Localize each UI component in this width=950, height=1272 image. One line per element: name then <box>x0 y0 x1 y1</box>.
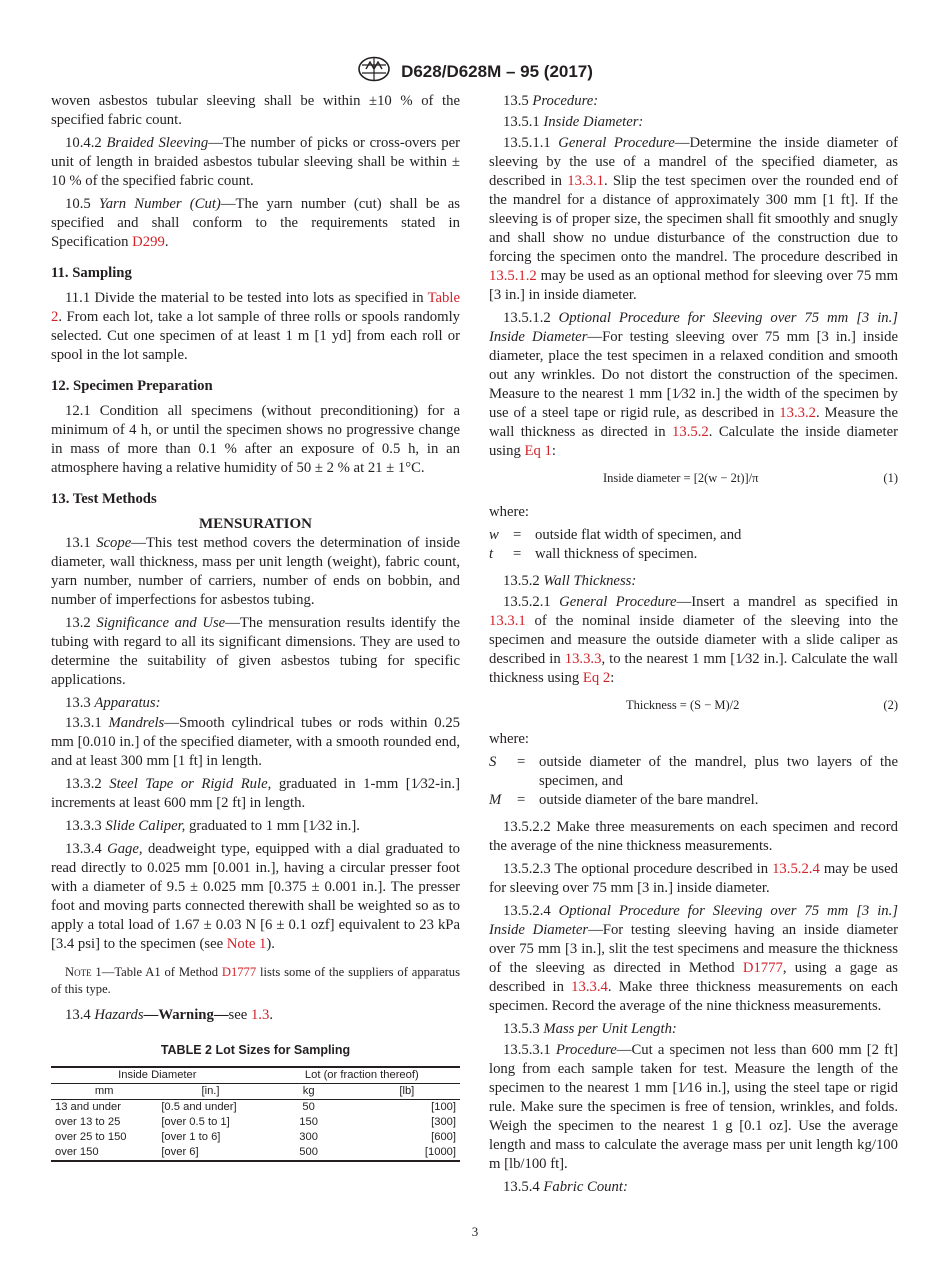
table-cell: 300 <box>299 1131 318 1143</box>
definition-symbol: w <box>489 527 499 543</box>
table-row <box>51 1130 460 1145</box>
where-label: where: <box>489 731 529 747</box>
reference-link[interactable]: Note 1 <box>226 936 267 952</box>
paragraph: 13.2 Significance and Use—The mensuration results identify the tubing with regard to all its significant dimensions. They are used to determine the suitability of given asbestos tubing for specific applications. <box>51 615 460 688</box>
astm-logo-icon <box>357 56 391 87</box>
reference-link[interactable]: Table 2 <box>51 290 460 325</box>
paragraph: 13.3.2 Steel Tape or Rigid Rule, graduated in 1-mm [1⁄32-in.] increments at least 600 mm [2 ft] in length. <box>51 776 461 811</box>
table-cell: [100] <box>431 1101 456 1113</box>
definition-equals: = <box>517 792 526 808</box>
definition-text: outside diameter of the mandrel, plus two layers of the specimen, and <box>539 754 898 789</box>
table-cell: [over 6] <box>157 1145 263 1161</box>
paragraph: 13.5.2.2 Make three measurements on each specimen and record the average of the nine thickness measurements. <box>489 819 898 854</box>
section-heading: 12. Specimen Preparation <box>51 378 213 394</box>
definition-text: wall thickness of specimen. <box>535 546 698 562</box>
equation-expression: Inside diameter = [2(w − 2t)]/π <box>603 471 759 485</box>
paragraph: 12.1 Condition all specimens (without preconditioning) for a minimum of 4 h, or until the specimen shows no progressive change in mass of more than 0.1 % after an exposure of 0.5 h, in an atmosphere having a relative humidity of 50 ± 2 % at 21 ± 1°C. <box>51 403 460 476</box>
paragraph: 10.5 Yarn Number (Cut)—The yarn number (cut) shall be as specified and shall conform to the requirements stated in Specification D299. <box>51 196 460 250</box>
paragraph: 13.4 Hazards—Warning—see 1.3. <box>65 1007 273 1023</box>
paragraph: 13.5.2.3 The optional procedure described in 13.5.2.4 may be used for sleeving over 75 mm [3 in.] inside diameter. <box>489 861 898 896</box>
table-column-header: [lb] <box>354 1084 460 1100</box>
definition-symbol: S <box>489 754 497 770</box>
table-cell: [600] <box>431 1131 456 1143</box>
paragraph: 11.1 Divide the material to be tested into lots as specified in Table 2. From each lot, take a lot sample of three rolls or spools randomly selected. Cut one specimen of at least 1 m [1 yd] from each roll or spool in the lot sample. <box>51 290 460 363</box>
paragraph: 13.5.4 Fabric Count: <box>503 1179 628 1195</box>
definition-equals: = <box>513 546 522 562</box>
paragraph: 13.3.3 Slide Caliper, graduated to 1 mm [1⁄32 in.]. <box>65 818 360 834</box>
definition-text: outside diameter of the bare mandrel. <box>539 792 759 808</box>
equation-number: (1) <box>883 471 898 485</box>
paragraph: 13.5.3.1 Procedure—Cut a specimen not less than 600 mm [2 ft] long from each sample taken for test. Measure the length of the specimen to the nearest 1 mm [1⁄16 in.], using the steel tape or rigid rule. Make sure the specimen is free of tension, wrinkles, and folds. Weigh the specimen to the nearest 1 g [0.1 oz]. Use the average length and mass to calculate the average mass per unit length kg/100 m [lb/100 ft]. <box>489 1042 898 1172</box>
reference-link[interactable]: 13.5.2.4 <box>772 861 820 877</box>
left-column <box>51 92 460 1162</box>
definition-equals: = <box>517 754 526 770</box>
definition-row <box>489 526 898 545</box>
reference-link[interactable]: D1777 <box>221 965 257 979</box>
page-number: 3 <box>471 1224 479 1239</box>
reference-link[interactable]: 13.3.4 <box>571 979 608 995</box>
right-column <box>489 92 898 1201</box>
definition-equals: = <box>513 527 522 543</box>
definition-row <box>489 791 898 810</box>
table-column-header: kg <box>264 1084 354 1100</box>
section-heading: 11. Sampling <box>51 265 132 281</box>
table-cell: over 25 to 150 <box>55 1131 127 1143</box>
reference-link[interactable]: 13.5.2 <box>672 424 709 440</box>
paragraph: 13.5.1.2 Optional Procedure for Sleeving over 75 mm [3 in.] Inside Diameter—For testing sleeving over 75 mm [3 in.] inside diameter, place the test specimen in a relaxed condition and smooth out any wrinkles. Do not distort the construction of the specimen. Measure to the nearest 1 mm [1⁄32 in.] the width of the specimen by use of a steel tape or rigid rule, as described in 13.3.2. Measure the wall thickness as directed in 13.5.2. Calculate the inside diameter using Eq 1: <box>489 310 899 459</box>
paragraph: 13.5 Procedure: <box>503 93 599 109</box>
note: Note 1—Table A1 of Method D1777 lists some of the suppliers of apparatus of this type. <box>51 965 460 996</box>
reference-link[interactable]: 13.5.1.2 <box>489 268 537 284</box>
table-row <box>51 1115 460 1130</box>
section-heading: 13. Test Methods <box>51 491 157 507</box>
table-group-header: Inside Diameter <box>51 1067 264 1084</box>
equation-expression: Thickness = (S − M)/2 <box>626 698 740 712</box>
reference-link[interactable]: D299 <box>132 234 165 250</box>
subsection-heading: MENSURATION <box>198 516 313 532</box>
reference-link[interactable]: 13.3.3 <box>564 651 602 667</box>
table-group-header: Lot (or fraction thereof) <box>264 1067 460 1084</box>
definition-symbol: t <box>489 546 494 562</box>
table-cell: [over 1 to 6] <box>161 1131 221 1143</box>
reference-link[interactable]: 13.3.1 <box>567 173 604 189</box>
paragraph: 13.5.2.1 General Procedure—Insert a mandrel as specified in 13.3.1 of the nominal inside diameter of the sleeving into the specimen and measure the outside diameter with a slide caliper as described in 13.3.3, to the nearest 1 mm [1⁄32 in.]. Calculate the wall thickness using Eq 2: <box>489 594 899 686</box>
table-row <box>51 1145 460 1161</box>
paragraph: 13.1 Scope—This test method covers the determination of inside diameter, wall thickness, mass per unit length (weight), fabric count, yarn number, number of carriers, number of ends on bobbin, and number of imperfections for asbestos tubing. <box>51 535 461 608</box>
paragraph: 13.5.2.4 Optional Procedure for Sleeving over 75 mm [3 in.] Inside Diameter—For testing sleeving having an inside diameter over 75 mm [3 in.], slit the test specimens and measure the thickness of the sleeving as directed in Method D1777, using a gage as described in 13.3.4. Make three thickness measurements on each specimen. Record the average of the nine thickness measurements. <box>489 903 899 1014</box>
definition-text: outside flat width of specimen, and <box>535 527 742 543</box>
table-title: TABLE 2 Lot Sizes for Sampling <box>160 1043 351 1057</box>
equation-number: (2) <box>883 698 898 712</box>
table-cell: [1000] <box>354 1145 460 1161</box>
table-cell: 50 <box>302 1101 315 1113</box>
table-column-header: [in.] <box>157 1084 263 1100</box>
paragraph: 13.5.1 Inside Diameter: <box>503 114 644 130</box>
table-cell: [300] <box>431 1116 456 1128</box>
table-cell: 500 <box>264 1145 354 1161</box>
table-cell: 150 <box>299 1116 318 1128</box>
equation-2 <box>489 694 898 716</box>
table-cell: [0.5 and under] <box>161 1101 237 1113</box>
paragraph: 13.3 Apparatus: <box>65 695 161 711</box>
table-cell: over 150 <box>51 1145 157 1161</box>
paragraph: 13.5.2 Wall Thickness: <box>503 573 637 589</box>
table-cell: over 13 to 25 <box>55 1116 121 1128</box>
table-row <box>51 1100 460 1116</box>
paragraph: 13.5.1.1 General Procedure—Determine the inside diameter of sleeving by the use of a mandrel of the specified diameter, as described in 13.3.1. Slip the test specimen over the rounded end of the mandrel for a distance of approximately 300 mm [1 ft]. If the sleeving is of proper size, the specimen shall fit smoothly and snugly and shall show no undue disturbance of the construction due to forcing the specimen onto the mandrel. The procedure described in 13.5.1.2 may be used as an optional method for sleeving over 75 mm [3 in.] in inside diameter. <box>489 135 899 303</box>
reference-link[interactable]: D1777 <box>742 960 783 976</box>
paragraph: 13.5.3 Mass per Unit Length: <box>503 1021 677 1037</box>
reference-link[interactable]: 1.3 <box>250 1007 270 1023</box>
definition-row <box>489 753 898 791</box>
paragraph: 13.3.1 Mandrels—Smooth cylindrical tubes or rods within 0.25 mm [0.010 in.] of the specified diameter, with a smooth rounded end, and at least 300 mm [1 ft] in length. <box>51 715 461 769</box>
table-column-header: mm <box>51 1084 157 1100</box>
where-label: where: <box>489 504 529 520</box>
definition-symbol: M <box>489 792 502 808</box>
paragraph: woven asbestos tubular sleeving shall be within ±10 % of the specified fabric count. <box>51 93 460 128</box>
paragraph: 13.3.4 Gage, deadweight type, equipped with a dial graduated to read directly to 0.025 mm [0.001 in.], having a circular presser foot with a diameter of 9.5 ± 0.025 mm [0.375 ± 0.001 in.]. The presser foot and moving parts connected therewith shall be weighted so as to apply a total load of 1.67 ± 0.03 N [6 ± 0.1 ozf] equivalent to 23 kPa [3.4 psi] to the specimen (see Note 1). <box>51 841 461 952</box>
table-cell: 13 and under <box>55 1101 121 1113</box>
reference-link[interactable]: Eq 1 <box>524 443 552 459</box>
reference-link[interactable]: Eq 2 <box>582 670 611 686</box>
document-designation: D628/D628M – 95 (2017) <box>401 61 593 81</box>
paragraph: 10.4.2 Braided Sleeving—The number of picks or cross-overs per unit of length in braided asbestos tubular sleeving shall be within ± 10 % of the specified fabric count. <box>51 135 460 189</box>
equation-1 <box>489 467 898 489</box>
definition-row <box>489 545 898 564</box>
page-header <box>0 56 950 87</box>
lot-sizes-table <box>51 1066 460 1162</box>
reference-link[interactable]: 13.3.2 <box>779 405 816 421</box>
reference-link[interactable]: 13.3.1 <box>489 613 526 629</box>
table-cell: [over 0.5 to 1] <box>161 1116 230 1128</box>
